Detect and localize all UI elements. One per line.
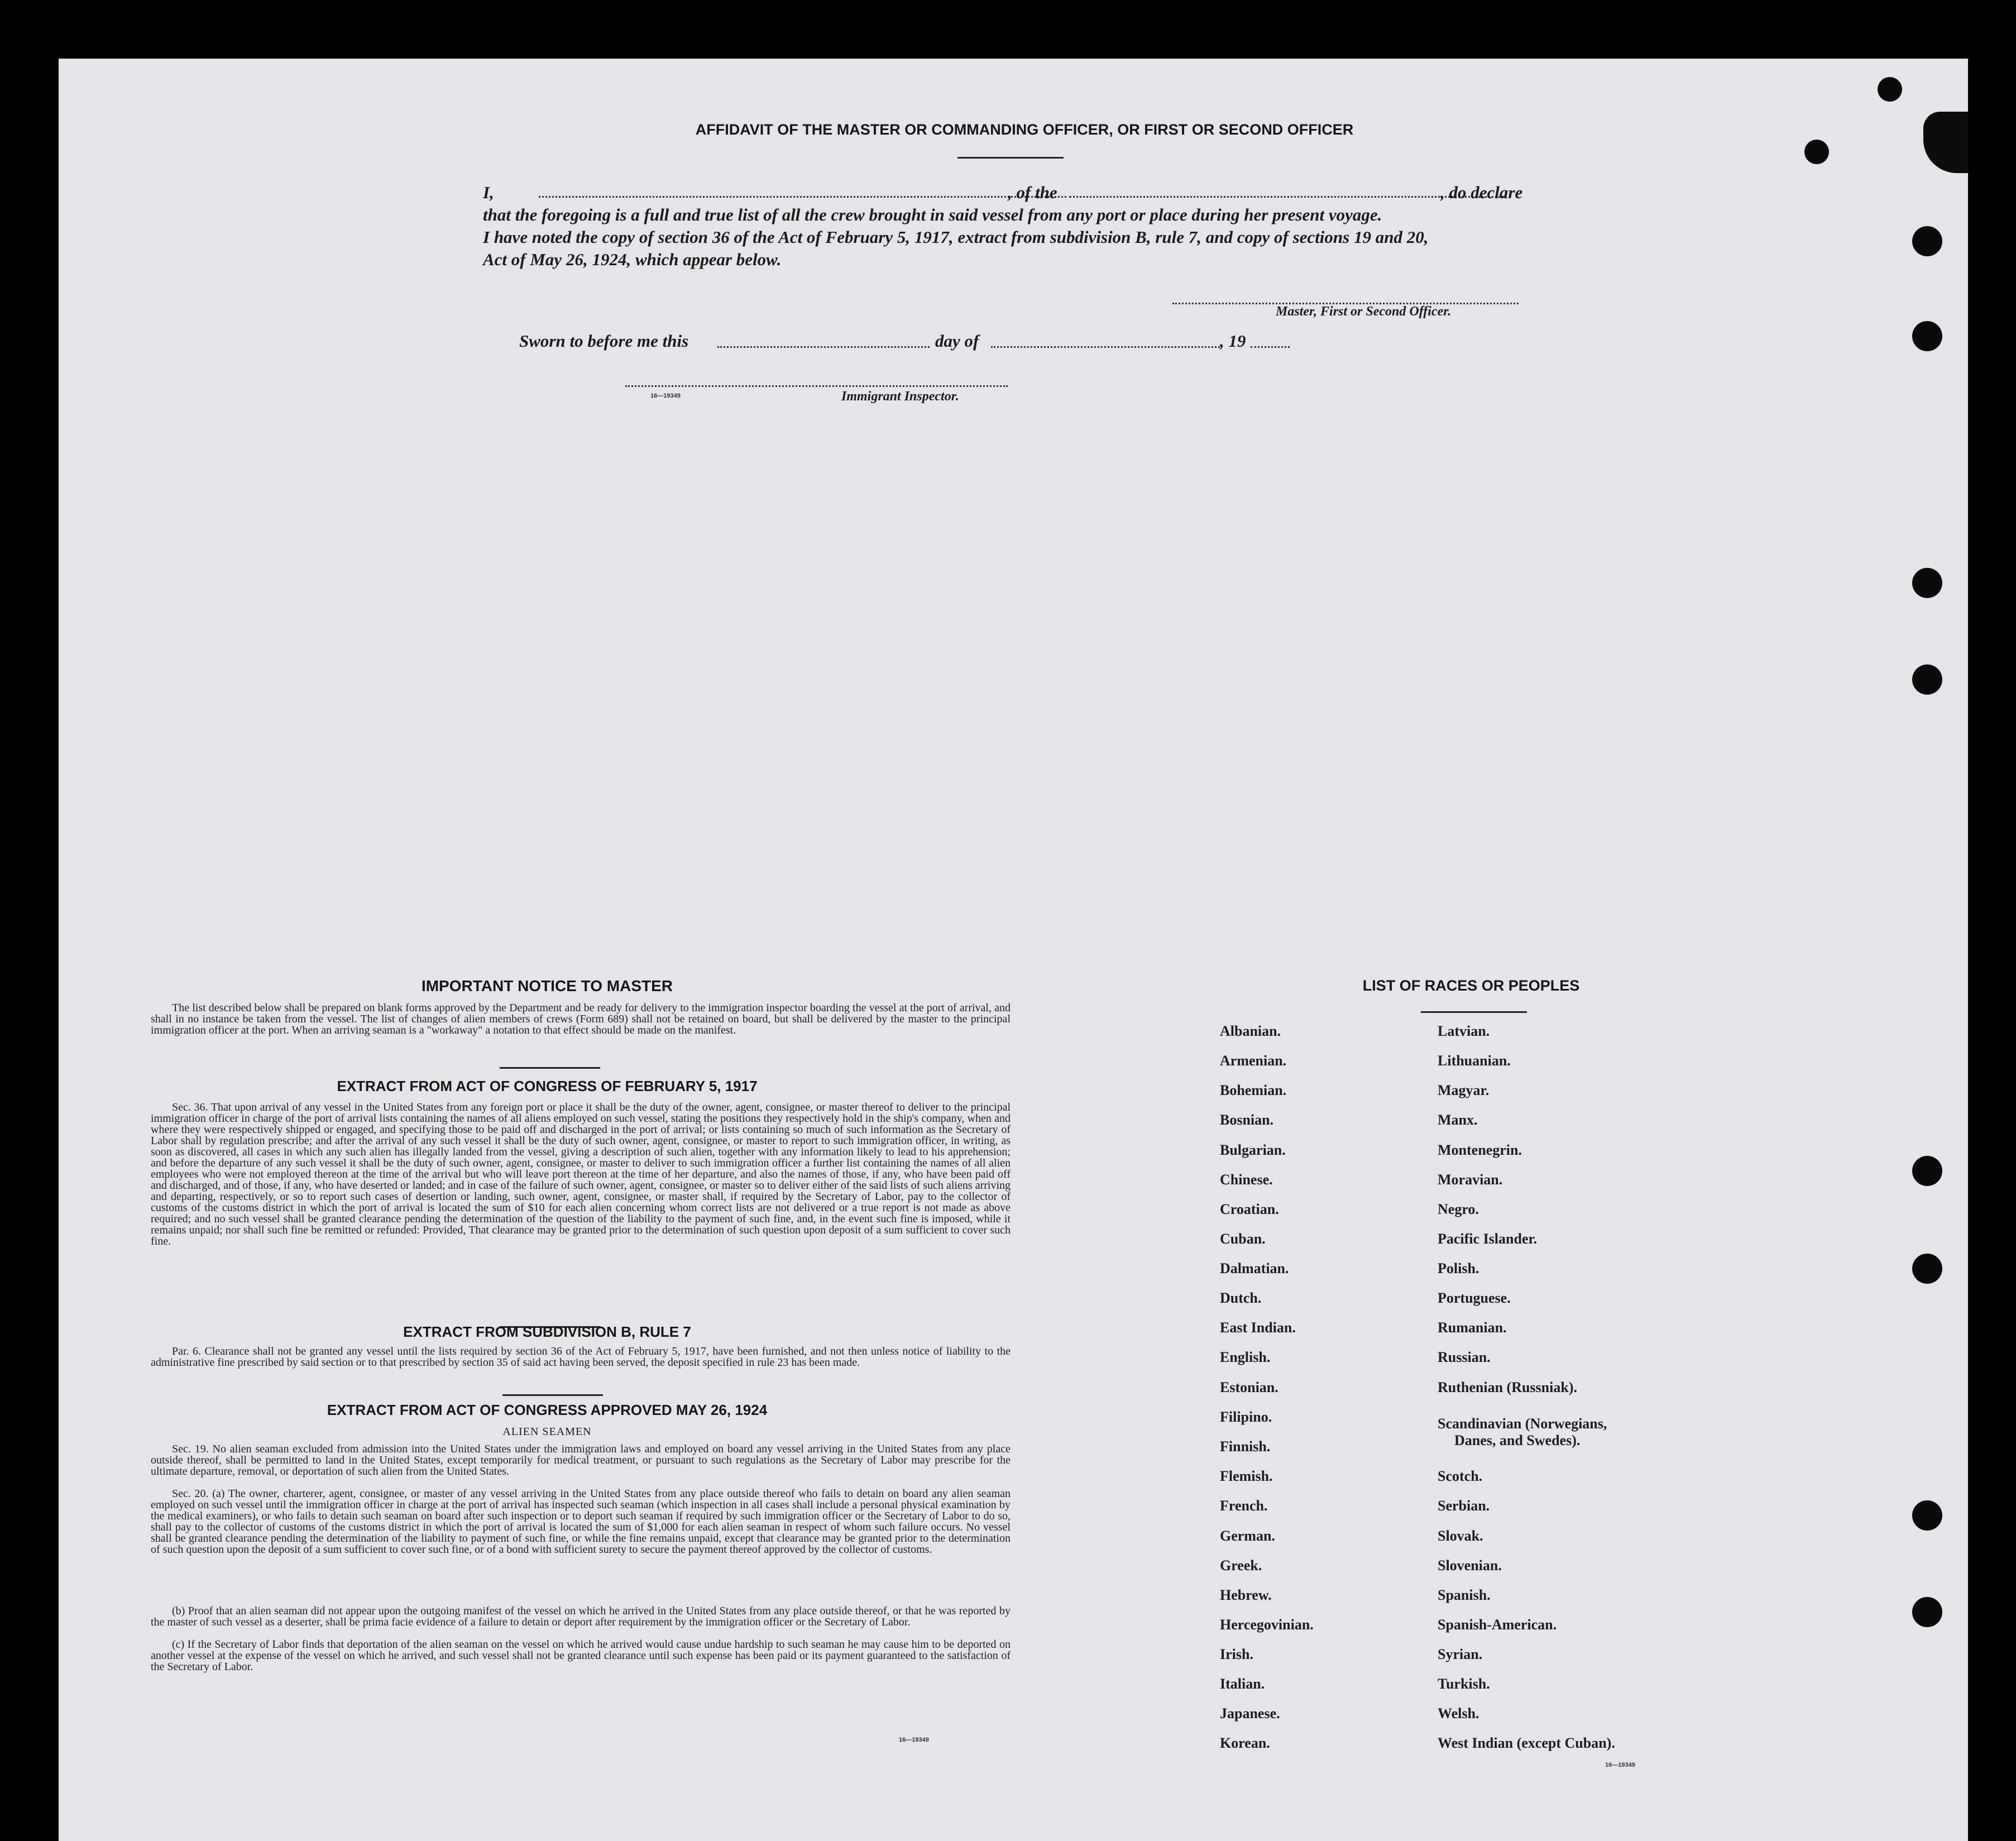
race-item: Scandinavian (Norwegians, [1438, 1416, 1607, 1432]
race-item: Welsh. [1438, 1705, 1479, 1722]
race-item: Bohemian. [1220, 1082, 1287, 1098]
race-item: West Indian (except Cuban). [1438, 1735, 1615, 1751]
race-item: Rumanian. [1438, 1319, 1507, 1336]
extract-1917-body: Sec. 36. That upon arrival of any vessel in the United States from any foreign port or place it shall be the duty of the owner, agent, consignee, or master thereof to deliver to the principal immigration officer in charge of the port of arrival lists containing the names of all aliens employed on such vessel, stating the positions they respectively hold in the ship's company, when and where they were respectively shipped or engaged, and specifying those to be paid off and discharged in the port of arrival; or lists containing so much of such information as the Secretary of Labor shall by regulation prescribe; and after the arrival of any such vessel it shall be the duty of such owner, agent, consignee, or master to report to such immigration officer, in writing, as soon as discovered, all cases in which any such alien has illegally landed from the vessel, giving a description of such alien, together with any information likely to lead to his apprehension; and before the departure of any such vessel it shall be the duty of such owner, agent, consignee, or master to deliver to such immigration officer a further list containing the names of all alien employees who were not employed thereon at the time of the arrival but who will leave port thereon at the time of her departure, and also the names of those, if any, who have been paid off and discharged, and of those, if any, who have deserted or landed; and in case of the failure of such owner, agent, consignee, or master so to deliver either of the said lists of such aliens arriving and departing, respectively, or so to report such cases of desertion or landing, such owner, agent, consignee, or master shall, if required by the Secretary of Labor, pay to the collector of customs of the customs district in which the port of arrival is located the sum of $10 for each alien concerning whom correct lists are not delivered or a true report is not made as above required; and no such vessel shall be granted clearance pending the determination of the question of the liability to the payment of such fine, and, in the event such fine is imposed, while it remains unpaid; nor shall such fine be remitted or refunded: Provided, That clearance may be granted prior to the determination of such question upon deposit of a sum sufficient to cover such fine. [151, 1101, 1011, 1247]
race-item: Spanish. [1438, 1587, 1491, 1603]
race-item: Bosnian. [1220, 1112, 1274, 1128]
race-item: English. [1220, 1349, 1271, 1365]
race-item: Lithuanian. [1438, 1053, 1511, 1069]
race-item: Russian. [1438, 1349, 1491, 1365]
year-blank[interactable] [1251, 346, 1290, 348]
punch-hole [1912, 1500, 1942, 1531]
extract-1924-title: EXTRACT FROM ACT OF CONGRESS APPROVED MAY 26, 1924 [327, 1402, 768, 1418]
stain-mark [1923, 112, 1968, 173]
rule7-title: EXTRACT FROM SUBDIVISION B, RULE 7 [403, 1323, 691, 1340]
punch-hole [1804, 140, 1829, 164]
race-item: Hercegovinian. [1220, 1617, 1314, 1633]
punch-hole [1878, 77, 1902, 102]
race-item: Cuban. [1220, 1231, 1266, 1247]
punch-hole [1912, 568, 1942, 598]
do-declare-label: , do declare [1440, 183, 1523, 202]
sworn-day-blank[interactable] [717, 346, 930, 348]
race-item: Filipino. [1220, 1409, 1272, 1425]
rule7-body: Par. 6. Clearance shall not be granted any vessel until the lists required by section 36 of the Act of February 5, 1917, have been furnished, and not then unless notice of liability to the administrative fine prescribed by said section or to that prescribed by section 35 of said act having been served, the deposit specified in rule 23 has been made. [151, 1345, 1011, 1369]
race-item: Slovak. [1438, 1528, 1483, 1544]
race-item: Danes, and Swedes). [1454, 1432, 1581, 1448]
race-item: Finnish. [1220, 1438, 1271, 1455]
race-item: Albanian. [1220, 1023, 1281, 1039]
name-blank[interactable] [539, 196, 1066, 198]
race-item: Portuguese. [1438, 1290, 1511, 1306]
race-item: Serbian. [1438, 1498, 1490, 1514]
race-item: Flemish. [1220, 1468, 1273, 1484]
race-item: Italian. [1220, 1676, 1265, 1692]
alien-seamen-subtitle: ALIEN SEAMEN [502, 1426, 592, 1438]
inspector-signature-blank[interactable] [625, 385, 1008, 387]
sworn-text: Sworn to before me this [519, 331, 689, 351]
race-item: Chinese. [1220, 1171, 1273, 1188]
race-item: Irish. [1220, 1646, 1253, 1662]
race-item: Korean. [1220, 1735, 1270, 1751]
section-rule [500, 1067, 600, 1069]
races-title: LIST OF RACES OR PEOPLES [1362, 977, 1580, 994]
signature-label: Master, First or Second Officer. [1276, 304, 1452, 319]
punch-hole [1912, 1597, 1942, 1627]
affidavit-title: AFFIDAVIT OF THE MASTER OR COMMANDING OFFICER, OR FIRST OR SECOND OFFICER [695, 121, 1354, 138]
punch-hole [1912, 664, 1942, 695]
affidavit-line-4: Act of May 26, 1924, which appear below. [483, 250, 782, 269]
form-page [59, 59, 1968, 1841]
sec20a-text: Sec. 20. (a) The owner, charterer, agent, consignee, or master of any vessel arriving in the United States from any place outside thereof who fails to detain on board any alien seaman employed on such vessel until the immigration officer in charge at the port of arrival has inspected such seaman (which inspection in all cases shall include a personal physical examination by the medical examiners), or who fails to detain such seaman on board after such inspection or to deport such seaman if required by such immigration officer or the Secretary of Labor to do so, shall pay to the collector of customs of the customs district in which the port of arrival is located the sum of $1,000 for each alien seaman in respect of whom such failure occurs. No vessel shall be granted clearance pending the determination of the liability to payment of such fine, or while the fine remains unpaid, except that clearance may be granted prior to the determination of such question upon the deposit of a sum sufficient to cover such fine, or of a bond with sufficient surety to secure the payment thereof approved by the collector of customs. [151, 1488, 1011, 1556]
punch-hole [1912, 226, 1942, 256]
race-item: Dutch. [1220, 1290, 1262, 1306]
race-item: Pacific Islander. [1438, 1231, 1538, 1247]
form-number: 16—19349 [1605, 1762, 1635, 1768]
affidavit-line-3: I have noted the copy of section 36 of the Act of February 5, 1917, extract from subdivision B, rule 7, and copy of sections 19 and 20, [483, 227, 1429, 247]
sec20b-text: (b) Proof that an alien seaman did not appear upon the outgoing manifest of the vessel on which he arrived in the United States from any place outside thereof, or that he was reported by the master of such vessel as a deserter, shall be prima facie evidence of a failure to detain or deport after requirement by the immigration officer or the Secretary of Labor. [151, 1605, 1011, 1628]
race-item: Magyar. [1438, 1082, 1490, 1098]
race-item: Armenian. [1220, 1053, 1287, 1069]
day-of-label: day of [935, 331, 979, 351]
races-title-rule [1421, 1011, 1527, 1013]
notice-body: The list described below shall be prepared on blank forms approved by the Department and be ready for delivery to the immigration inspector boarding the vessel at the port of arrival, and shall in no instance be taken from the vessel. The list of changes of alien members of crews (Form 689) shall not be retained on board, but shall be delivered by the master to the principal immigration officer at the port. When an arriving seaman is a "workaway" a notation to that effect should be made on the manifest. [151, 1002, 1011, 1036]
of-the-label: , of the [1008, 183, 1057, 202]
race-item: Greek. [1220, 1557, 1262, 1574]
race-item: Latvian. [1438, 1023, 1490, 1039]
section-rule [502, 1394, 603, 1396]
race-item: East Indian. [1220, 1319, 1296, 1336]
race-item: Manx. [1438, 1112, 1478, 1128]
race-item: Ruthenian (Russniak). [1438, 1379, 1577, 1395]
inspector-label: Immigrant Inspector. [841, 389, 959, 404]
race-item: Hebrew. [1220, 1587, 1272, 1603]
race-item: Syrian. [1438, 1646, 1483, 1662]
race-item: Moravian. [1438, 1171, 1503, 1188]
year-label: , 19 [1220, 331, 1246, 351]
race-item: French. [1220, 1498, 1268, 1514]
race-item: Estonian. [1220, 1379, 1278, 1395]
affidavit-i-label: I, [483, 183, 494, 202]
race-item: Spanish-American. [1438, 1617, 1557, 1633]
race-item: Polish. [1438, 1260, 1479, 1276]
race-item: Negro. [1438, 1201, 1479, 1217]
extract-1917-title: EXTRACT FROM ACT OF CONGRESS OF FEBRUARY 5, 1917 [337, 1078, 758, 1094]
affidavit-line-2: that the foregoing is a full and true list of all the crew brought in said vessel from any port or place during her present voyage. [483, 205, 1382, 224]
sworn-month-blank[interactable] [991, 346, 1220, 348]
punch-hole [1912, 1254, 1942, 1284]
race-item: Turkish. [1438, 1676, 1490, 1692]
race-item: German. [1220, 1528, 1275, 1544]
race-item: Bulgarian. [1220, 1142, 1286, 1158]
sec19-text: Sec. 19. No alien seaman excluded from admission into the United States under the immigration laws and employed on board any vessel arriving in the United States from any place outside thereof, shall be permitted to land in the United States, except temporarily for medical treatment, or pursuant to such regulations as the Secretary of Labor may prescribe for the ultimate departure, removal, or deportation of such alien from the United States. [151, 1443, 1011, 1477]
vessel-blank[interactable] [1069, 196, 1505, 198]
race-item: Dalmatian. [1220, 1260, 1289, 1276]
race-item: Montenegrin. [1438, 1142, 1522, 1158]
race-item: Scotch. [1438, 1468, 1483, 1484]
form-number: 16—19349 [650, 393, 681, 399]
punch-hole [1912, 321, 1942, 351]
title-rule [957, 157, 1064, 159]
sec20c-text: (c) If the Secretary of Labor finds that deportation of the alien seaman on the vessel on which he arrived would cause undue hardship to such seaman he may cause him to be deported on another vessel at the expense of the vessel on which he arrived, and such vessel shall not be granted clearance until such expense has been paid or its payment guaranteed to the satisfaction of the Secretary of Labor. [151, 1638, 1011, 1673]
form-number: 16—19349 [899, 1737, 929, 1743]
notice-title: IMPORTANT NOTICE TO MASTER [421, 977, 673, 994]
punch-hole [1912, 1156, 1942, 1186]
race-item: Slovenian. [1438, 1557, 1502, 1574]
race-item: Japanese. [1220, 1705, 1280, 1722]
race-item: Croatian. [1220, 1201, 1279, 1217]
